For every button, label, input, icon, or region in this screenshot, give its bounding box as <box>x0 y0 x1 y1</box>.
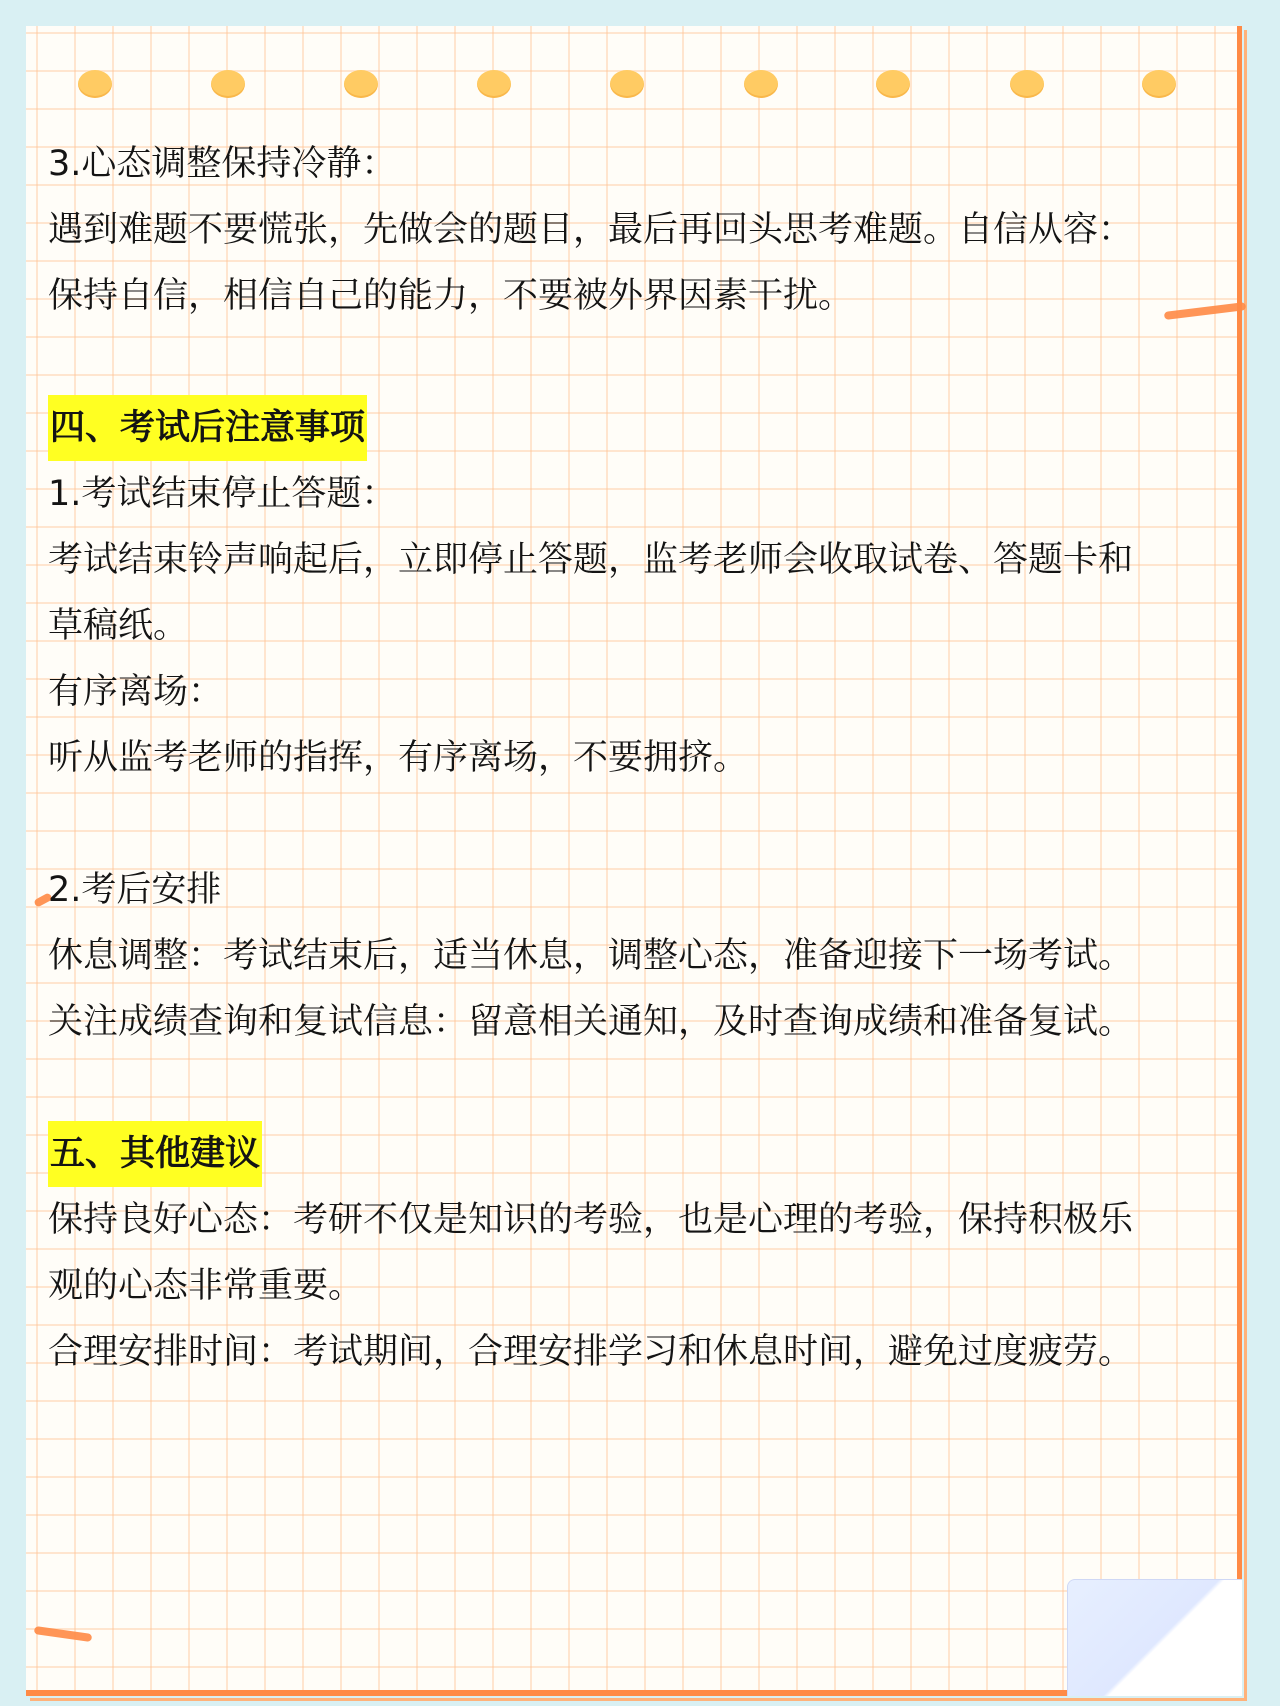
paragraph-line: 听从监考老师的指挥，有序离场，不要拥挤。 <box>48 738 749 778</box>
binder-dot <box>344 70 378 98</box>
binder-dot <box>610 70 644 98</box>
highlighted-heading: 五、其他建议 <box>48 1121 262 1187</box>
paragraph-line: 保持自信，相信自己的能力，不要被外界因素干扰。 <box>48 276 854 316</box>
binder-dot <box>744 70 778 98</box>
section-other-advice <box>48 1121 1208 1385</box>
paragraph-line: 合理安排时间：考试期间，合理安排学习和休息时间，避免过度疲劳。 <box>48 1332 1134 1372</box>
binder-dot <box>211 70 245 98</box>
paragraph-line: 休息调整：考试结束后，适当休息，调整心态，准备迎接下一场考试。 <box>48 936 1134 976</box>
section-mindset <box>48 131 1208 329</box>
heading-row <box>48 1121 1208 1187</box>
item-title: 有序离场： <box>48 672 224 712</box>
binder-dot <box>477 70 511 98</box>
binder-dot <box>1010 70 1044 98</box>
paragraph-line: 观的心态非常重要。 <box>48 1266 364 1306</box>
binder-dot <box>78 70 112 98</box>
decorative-swoosh <box>34 1626 93 1642</box>
paragraph-line: 关注成绩查询和复试信息：留意相关通知，及时查询成绩和准备复试。 <box>48 1002 1134 1042</box>
binder-dot <box>876 70 910 98</box>
heading-row <box>48 395 1208 461</box>
binder-dots <box>26 26 1237 116</box>
section-title: 3.心态调整保持冷静： <box>48 144 397 184</box>
binder-dot <box>1142 70 1176 98</box>
section-after-exam <box>48 395 1208 1055</box>
notes-content <box>48 131 1208 1385</box>
spacer <box>48 329 1208 395</box>
page-curl <box>1067 1579 1242 1696</box>
paragraph-line: 保持良好心态：考研不仅是知识的考验，也是心理的考验，保持积极乐 <box>48 1200 1134 1240</box>
spacer <box>48 791 1208 857</box>
item-title: 2.考后安排 <box>48 870 222 910</box>
paragraph-line: 遇到难题不要慌张，先做会的题目，最后再回头思考难题。自信从容： <box>48 210 1134 250</box>
paragraph-line: 考试结束铃声响起后，立即停止答题，监考老师会收取试卷、答题卡和 <box>48 540 1134 580</box>
paragraph-line: 草稿纸。 <box>48 606 189 646</box>
item-title: 1.考试结束停止答题： <box>48 474 397 514</box>
highlighted-heading: 四、考试后注意事项 <box>48 395 367 461</box>
spacer <box>48 1055 1208 1121</box>
